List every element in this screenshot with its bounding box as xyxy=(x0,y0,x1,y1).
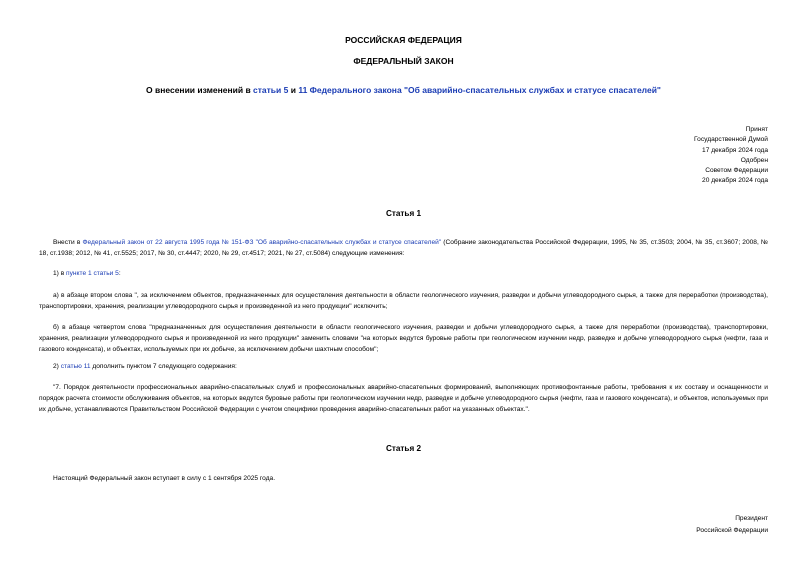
title-and: и xyxy=(288,85,299,95)
law-151fz-link[interactable]: Федеральный закон от 22 августа 1995 года № 151-ФЗ "Об аварийно-спасательных службах и статусе спасателей" xyxy=(82,239,442,246)
adopted-by: Государственной Думой xyxy=(694,136,768,144)
approved-by: Советом Федерации xyxy=(705,167,768,175)
signature-title: Президент xyxy=(735,515,768,522)
title-prefix: О внесении изменений в xyxy=(146,85,254,95)
country-heading: РОССИЙСКАЯ ФЕДЕРАЦИЯ xyxy=(345,35,462,45)
article1-intro xyxy=(39,237,768,259)
item2 xyxy=(39,361,768,372)
adoption-block xyxy=(694,125,768,187)
item1-link[interactable]: пункте 1 статьи 5 xyxy=(66,270,119,277)
item1 xyxy=(39,268,768,279)
article11-link[interactable]: 11 xyxy=(298,85,308,95)
intro-prefix: Внести в xyxy=(53,239,83,246)
signature-country: Российской Федерации xyxy=(696,527,768,534)
article2-heading: Статья 2 xyxy=(385,444,422,453)
article5-link[interactable]: статьи 5 xyxy=(253,85,289,95)
law-title xyxy=(0,85,807,95)
intro-rest: (Собрание законодательства Российской Федерации, 1995, № 35, ст.3503; 2004, № 35, ст.3607; 2008, № 18, ст.1938; 2012, № 41, ст.5525; 2017, № 30, ст.4447; 2020, № 29, ст.4517; 2021, № 27, ст.5084) следующие изменения: xyxy=(39,239,769,257)
approved-date: 20 декабря 2024 года xyxy=(702,177,768,185)
item1-prefix: 1) в xyxy=(53,270,67,277)
item2-prefix: 2) xyxy=(53,363,61,370)
item2-suffix: дополнить пунктом 7 следующего содержания: xyxy=(90,363,237,370)
approved-label: Одобрен xyxy=(740,156,768,164)
adopted-date: 17 декабря 2024 года xyxy=(702,146,768,154)
adopted-label: Принят xyxy=(745,126,768,133)
item-b: б) в абзаце четвертом слова "предназначенных для осуществления деятельности в области геологического изучения, разведки и добычи углеводородного сырья, а также для переработки (производства), транспортировки, хранения, реализации углеводородного сырья и произведенной из него продукции" заменить словами "на которых ведутся буровые работы при геологическом изучении недр, разведке и добыче углеводородного сырья (нефти, газа и газового конденсата), и объектах, используемых при их добыче, за исключением добычи шахтным способом"; xyxy=(39,324,768,353)
item1-suffix: : xyxy=(118,270,121,277)
item2-quote: "7. Порядок деятельности профессиональных аварийно-спасательных служб и профессиональных аварийно-спасательных формирований, выполняющих противофонтанные работы, требования к их составу и оснащенности и порядок расчета стоимости обслуживания объектов, на которых ведутся буровые работы при геологическом изучении недр, разведке и добыче углеводородного сырья (нефти, газа и газового конденсата), и объектов, используемых при их добыче, устанавливаются Правительством Российской Федерации с учетом специфики проведения аварийно-спасательных работ на указанных объектах.". xyxy=(39,384,768,413)
doc-type-heading: ФЕДЕРАЛЬНЫЙ ЗАКОН xyxy=(353,56,454,66)
item-a: а) в абзаце втором слова ", за исключением объектов, предназначенных для осуществления деятельности в области геологического изучения, разведки и добычи углеводородного сырья, а также для переработки (производства), транспортировки, хранения, реализации углеводородного сырья и произведенной из него продукции" исключить; xyxy=(39,292,768,310)
article2-text: Настоящий Федеральный закон вступает в силу с 1 сентября 2025 года. xyxy=(53,475,276,482)
item2-link[interactable]: статью 11 xyxy=(60,363,91,370)
article1-heading: Статья 1 xyxy=(385,209,422,218)
federal-law-link[interactable]: Федерального закона "Об аварийно-спасательных службах и статусе спасателей" xyxy=(307,85,661,95)
signature-block xyxy=(696,513,768,537)
